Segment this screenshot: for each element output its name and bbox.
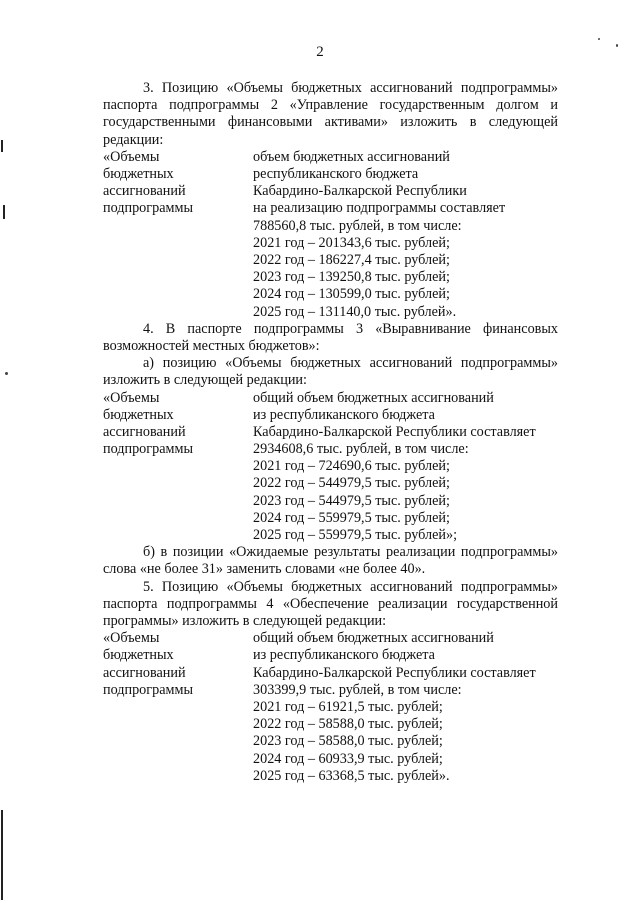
budget-block-value xyxy=(253,149,558,321)
scan-artifact-mark xyxy=(1,140,3,152)
page-number: 2 xyxy=(316,44,324,60)
value-line: республиканского бюджета xyxy=(253,166,419,182)
value-line: на реализацию подпрограммы составляет xyxy=(253,200,506,217)
label-line: «Объемы xyxy=(103,389,160,406)
year-line: 2025 год – 131140,0 тыс. рублей». xyxy=(253,303,457,320)
budget-block-value xyxy=(253,390,558,545)
year-line: 2021 год – 61921,5 тыс. рублей; xyxy=(253,698,443,715)
value-line: общий объем бюджетных ассигнований xyxy=(253,389,494,406)
label-line: «Объемы xyxy=(103,630,160,647)
value-line: Кабардино-Балкарской Республики составляет xyxy=(253,423,536,440)
value-line: объем бюджетных ассигнований xyxy=(253,148,450,165)
year-line: 2025 год – 63368,5 тыс. рублей». xyxy=(253,767,450,784)
paragraph-item-4b: б) в позиции «Ожидаемые результаты реализации подпрограммы» слова «не более 31» заменить словами «не более 40». xyxy=(103,544,558,578)
label-line: ассигнований xyxy=(103,423,186,440)
year-line: 2023 год – 139250,8 тыс. рублей; xyxy=(253,269,450,286)
label-line: ассигнований xyxy=(103,183,186,200)
year-line: 2022 год – 58588,0 тыс. рублей; xyxy=(253,716,443,733)
year-line: 2022 год – 544979,5 тыс. рублей; xyxy=(253,475,450,492)
year-line: 2023 год – 544979,5 тыс. рублей; xyxy=(253,492,450,509)
value-line: 2934608,6 тыс. рублей, в том числе: xyxy=(253,441,469,458)
value-line: Кабардино-Балкарской Республики составляет xyxy=(253,664,536,681)
year-line: 2023 год – 58588,0 тыс. рублей; xyxy=(253,733,443,750)
label-line: «Объемы xyxy=(103,148,160,165)
scan-artifact-mark xyxy=(1,810,3,900)
paragraph-item-5: 5. Позицию «Объемы бюджетных ассигнований подпрограммы» паспорта подпрограммы 4 «Обеспечение реализации государственной программы» изложить в следующей редакции: xyxy=(103,578,558,629)
scan-artifact-mark xyxy=(3,205,5,219)
value-line: 303399,9 тыс. рублей, в том числе: xyxy=(253,681,462,698)
year-line: 2022 год – 186227,4 тыс. рублей; xyxy=(253,251,450,268)
document-body xyxy=(103,80,558,785)
label-line: подпрограммы xyxy=(103,200,193,217)
budget-block-label xyxy=(103,630,253,699)
budget-block-label xyxy=(103,390,253,459)
label-line: бюджетных xyxy=(103,647,174,664)
year-line: 2021 год – 201343,6 тыс. рублей; xyxy=(253,234,450,251)
value-line: из республиканского бюджета xyxy=(253,647,435,664)
paragraph-item-4a: а) позицию «Объемы бюджетных ассигнований подпрограммы» изложить в следующей редакции: xyxy=(103,355,558,389)
scan-artifact-speck xyxy=(616,44,618,47)
budget-block-subprogram-3 xyxy=(103,390,558,545)
scan-artifact-speck xyxy=(598,38,600,40)
year-line: 2024 год – 60933,9 тыс. рублей; xyxy=(253,750,443,767)
value-line: 788560,8 тыс. рублей, в том числе: xyxy=(253,217,462,234)
value-line: общий объем бюджетных ассигнований xyxy=(253,630,494,647)
paragraph-item-4: 4. В паспорте подпрограммы 3 «Выравнивание финансовых возможностей местных бюджетов»: xyxy=(103,320,558,354)
label-line: бюджетных xyxy=(103,166,174,182)
budget-block-label xyxy=(103,149,253,218)
label-line: подпрограммы xyxy=(103,681,193,698)
budget-block-subprogram-2 xyxy=(103,149,558,321)
label-line: ассигнований xyxy=(103,664,186,681)
budget-block-value xyxy=(253,630,558,785)
year-line: 2024 год – 130599,0 тыс. рублей; xyxy=(253,286,450,303)
paragraph-item-3: 3. Позицию «Объемы бюджетных ассигнований подпрограммы» паспорта подпрограммы 2 «Управление государственным долгом и государственными финансовыми активами» изложить в следующей редакции: xyxy=(103,80,558,148)
label-line: бюджетных xyxy=(103,406,174,423)
year-line: 2021 год – 724690,6 тыс. рублей; xyxy=(253,458,450,475)
scan-artifact-speck xyxy=(5,372,8,375)
year-line: 2024 год – 559979,5 тыс. рублей; xyxy=(253,509,450,526)
budget-block-subprogram-4 xyxy=(103,630,558,785)
label-line: подпрограммы xyxy=(103,441,193,458)
year-line: 2025 год – 559979,5 тыс. рублей»; xyxy=(253,527,458,543)
value-line: Кабардино-Балкарской Республики xyxy=(253,183,467,200)
value-line: из республиканского бюджета xyxy=(253,406,435,423)
